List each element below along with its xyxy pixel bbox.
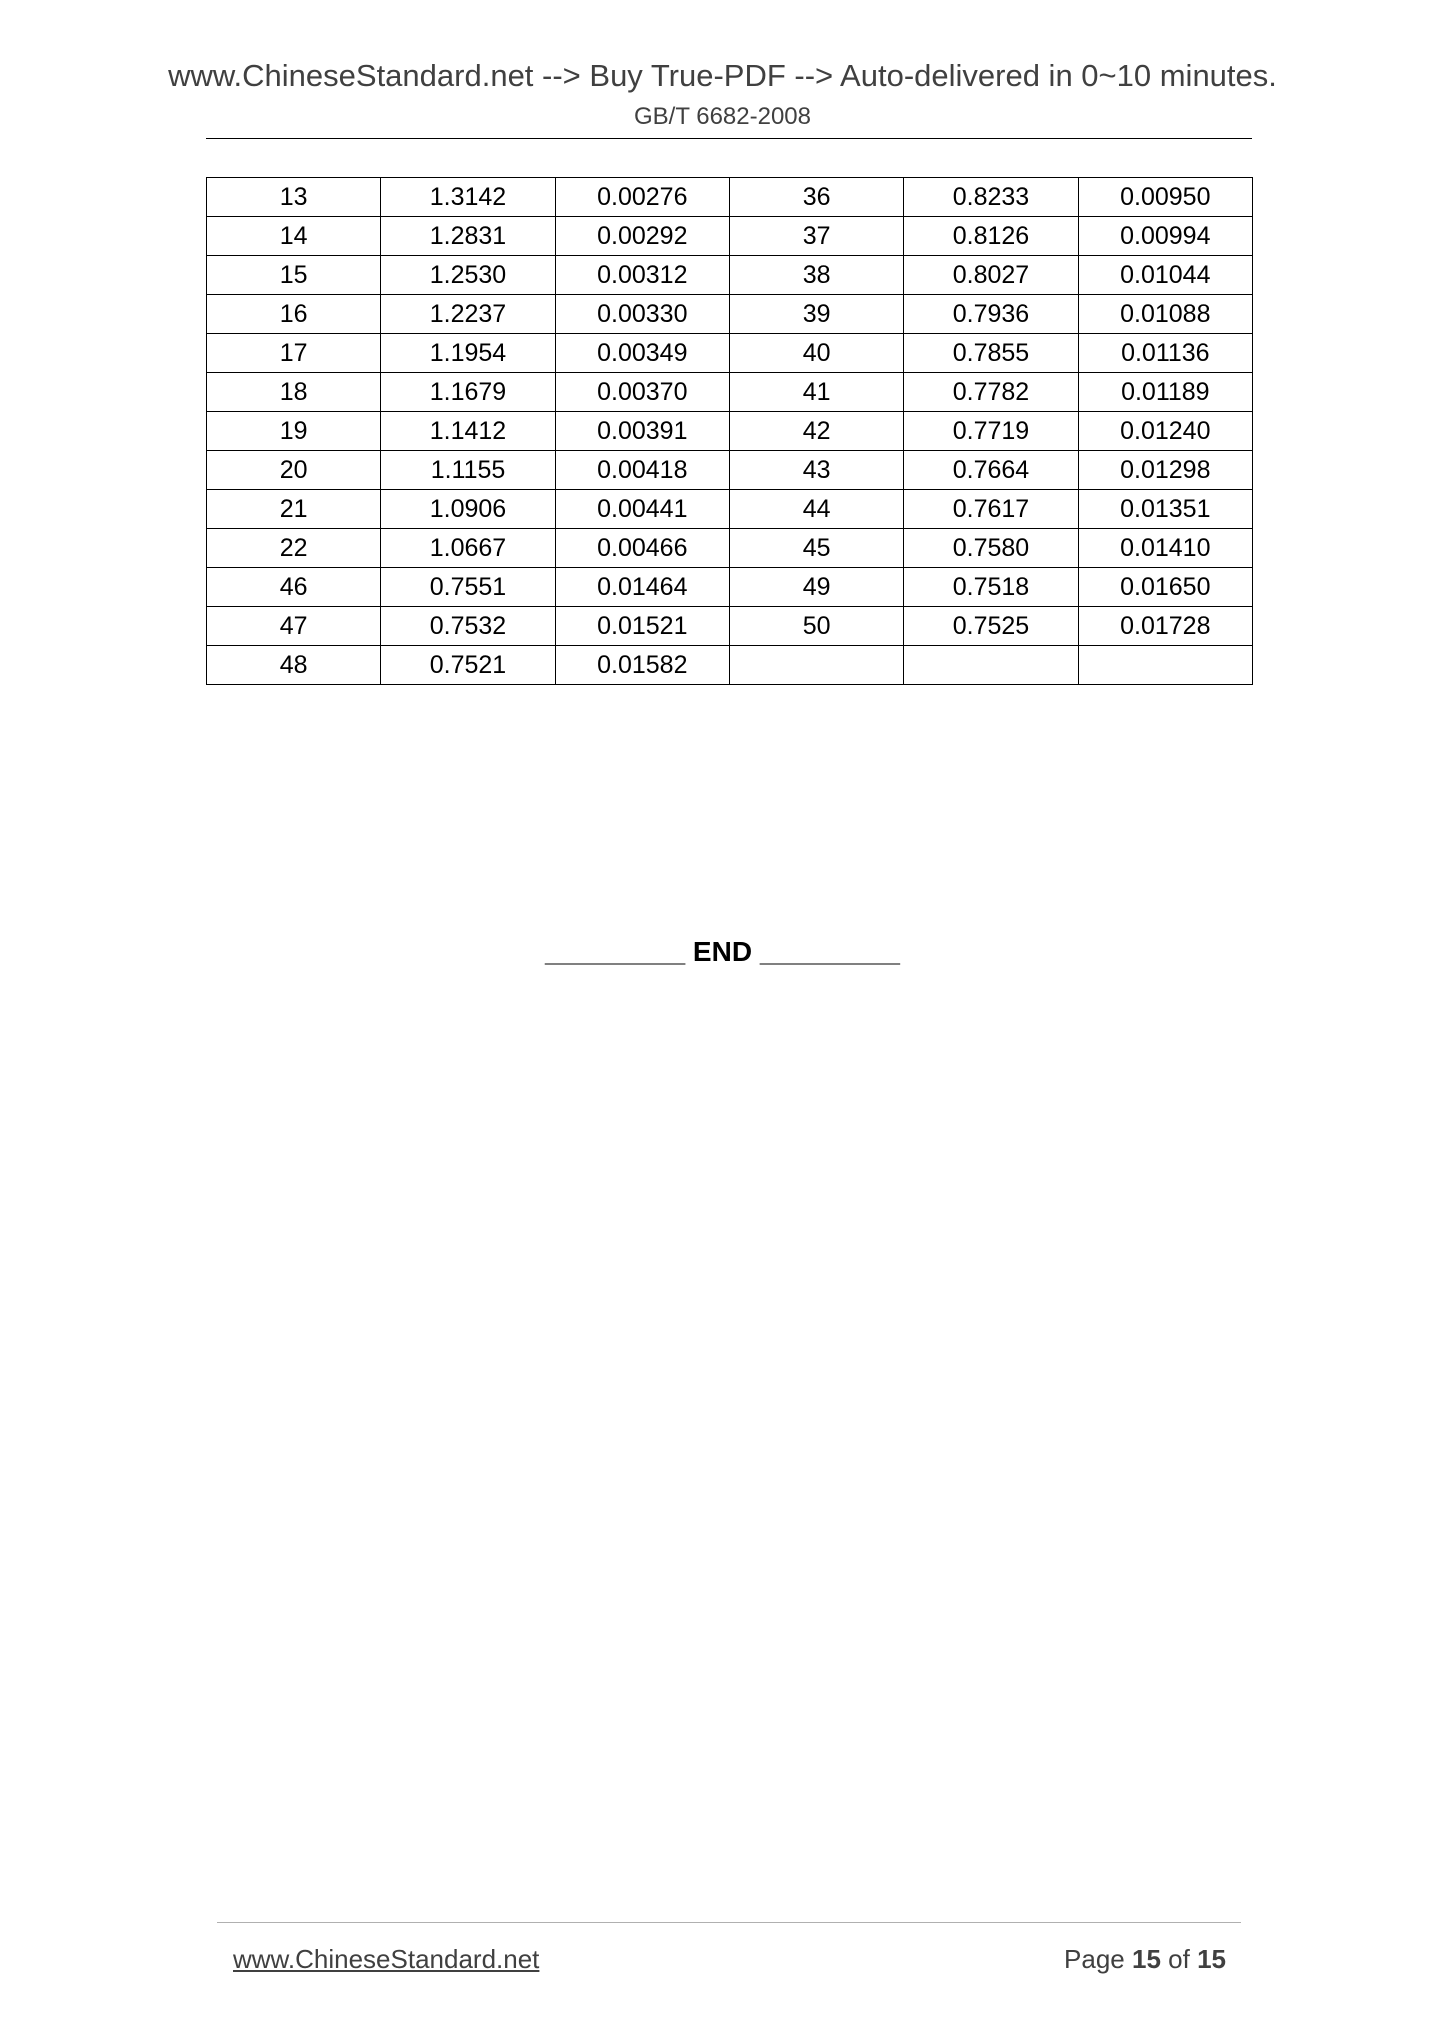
table-body	[207, 178, 1253, 685]
header-divider	[206, 138, 1252, 139]
table-cell: 0.7719	[904, 412, 1078, 451]
table-cell: 1.1954	[381, 334, 555, 373]
table-cell: 0.01088	[1078, 295, 1252, 334]
site-banner[interactable]: www.ChineseStandard.net --> Buy True-PDF --> Auto-delivered in 0~10 minutes.	[168, 58, 1277, 93]
table-cell: 0.00349	[555, 334, 729, 373]
table-cell: 0.7580	[904, 529, 1078, 568]
page-indicator	[1064, 1942, 1226, 1976]
table-cell	[1078, 646, 1252, 685]
table-cell: 0.7617	[904, 490, 1078, 529]
table-cell: 1.1155	[381, 451, 555, 490]
table-cell: 0.7782	[904, 373, 1078, 412]
table-row	[207, 568, 1253, 607]
table-cell: 37	[729, 217, 903, 256]
table-cell: 21	[207, 490, 381, 529]
table-cell: 0.01464	[555, 568, 729, 607]
table-row	[207, 295, 1253, 334]
table-cell: 0.00292	[555, 217, 729, 256]
table-cell: 16	[207, 295, 381, 334]
table-row	[207, 256, 1253, 295]
table-cell: 22	[207, 529, 381, 568]
table-cell: 0.01582	[555, 646, 729, 685]
table-cell: 50	[729, 607, 903, 646]
table-row	[207, 529, 1253, 568]
table-cell: 0.7855	[904, 334, 1078, 373]
table-cell: 0.01298	[1078, 451, 1252, 490]
table-row	[207, 373, 1253, 412]
table-cell: 0.01240	[1078, 412, 1252, 451]
table-cell: 36	[729, 178, 903, 217]
table-cell: 18	[207, 373, 381, 412]
table-cell: 0.7518	[904, 568, 1078, 607]
table-row	[207, 217, 1253, 256]
table-row	[207, 412, 1253, 451]
table-row	[207, 607, 1253, 646]
page-current: 15	[1132, 1944, 1161, 1974]
end-marker: _________ END _________	[545, 936, 900, 967]
table-cell: 0.00330	[555, 295, 729, 334]
table-cell: 0.7521	[381, 646, 555, 685]
table-cell: 19	[207, 412, 381, 451]
table-cell: 20	[207, 451, 381, 490]
table-cell: 0.01728	[1078, 607, 1252, 646]
table-cell: 1.0906	[381, 490, 555, 529]
table-cell: 0.01521	[555, 607, 729, 646]
table-row	[207, 490, 1253, 529]
table-cell: 0.01650	[1078, 568, 1252, 607]
page-total: 15	[1197, 1944, 1226, 1974]
table-cell: 0.01410	[1078, 529, 1252, 568]
table-cell: 14	[207, 217, 381, 256]
table-cell: 49	[729, 568, 903, 607]
table-cell: 0.00312	[555, 256, 729, 295]
table-cell: 39	[729, 295, 903, 334]
table-cell: 47	[207, 607, 381, 646]
table-cell: 0.00466	[555, 529, 729, 568]
table-row	[207, 451, 1253, 490]
table-row	[207, 178, 1253, 217]
table-cell: 1.2831	[381, 217, 555, 256]
table-cell: 41	[729, 373, 903, 412]
table-cell: 1.1412	[381, 412, 555, 451]
table-cell: 40	[729, 334, 903, 373]
table-cell: 15	[207, 256, 381, 295]
table-cell: 0.00276	[555, 178, 729, 217]
table-cell	[729, 646, 903, 685]
table-cell: 0.00441	[555, 490, 729, 529]
table-row	[207, 646, 1253, 685]
table-cell: 1.3142	[381, 178, 555, 217]
table-cell: 0.01189	[1078, 373, 1252, 412]
table-cell: 0.01351	[1078, 490, 1252, 529]
table-cell: 0.7525	[904, 607, 1078, 646]
table-cell: 1.2237	[381, 295, 555, 334]
table-cell: 1.2530	[381, 256, 555, 295]
table-cell: 1.0667	[381, 529, 555, 568]
table-cell: 0.00370	[555, 373, 729, 412]
table-cell: 0.00994	[1078, 217, 1252, 256]
table-cell: 0.01136	[1078, 334, 1252, 373]
document-code: GB/T 6682-2008	[633, 103, 811, 130]
footer-divider	[217, 1922, 1241, 1923]
table-cell: 44	[729, 490, 903, 529]
table-cell: 46	[207, 568, 381, 607]
table-cell: 0.7936	[904, 295, 1078, 334]
table-cell: 0.01044	[1078, 256, 1252, 295]
table-cell: 43	[729, 451, 903, 490]
table-cell: 0.8027	[904, 256, 1078, 295]
table-cell: 0.7551	[381, 568, 555, 607]
footer-site-link[interactable]: www.ChineseStandard.net	[233, 1944, 540, 1974]
table-cell	[904, 646, 1078, 685]
table-cell: 48	[207, 646, 381, 685]
table-cell: 13	[207, 178, 381, 217]
table-cell: 38	[729, 256, 903, 295]
table-cell: 42	[729, 412, 903, 451]
table-cell: 0.00418	[555, 451, 729, 490]
table-cell: 17	[207, 334, 381, 373]
table-cell: 0.7664	[904, 451, 1078, 490]
table-cell: 45	[729, 529, 903, 568]
table-row	[207, 334, 1253, 373]
page-header	[0, 56, 1445, 132]
table-cell: 1.1679	[381, 373, 555, 412]
table-cell: 0.8126	[904, 217, 1078, 256]
table-cell: 0.7532	[381, 607, 555, 646]
data-table	[206, 177, 1253, 685]
page-of: of	[1168, 1944, 1190, 1974]
table-cell: 0.00950	[1078, 178, 1252, 217]
table-cell: 0.00391	[555, 412, 729, 451]
table-cell: 0.8233	[904, 178, 1078, 217]
page-prefix: Page	[1064, 1944, 1125, 1974]
